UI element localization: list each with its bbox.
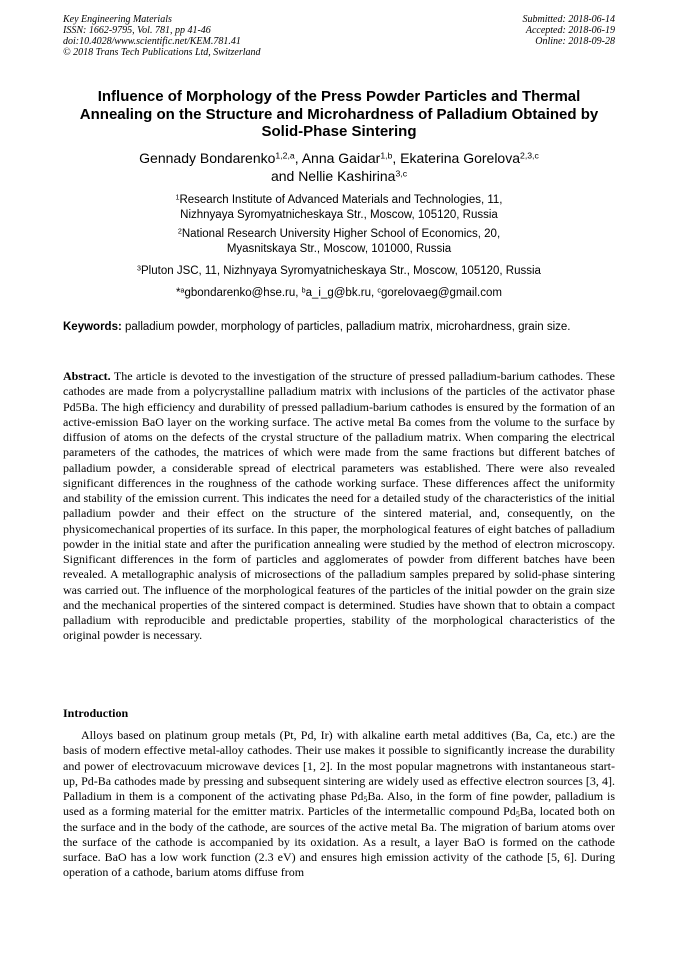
email-marker: c (377, 286, 381, 295)
journal-name: Key Engineering Materials (63, 14, 172, 25)
affiliation (63, 264, 615, 279)
email-marker: a (180, 286, 185, 295)
section-heading-introduction: Introduction (63, 706, 129, 720)
author-affiliation-marker: 2,3,c (520, 150, 539, 161)
affiliation (63, 227, 615, 256)
journal-copyright: © 2018 Trans Tech Publications Ltd, Switzerland (63, 47, 261, 58)
keywords-text: palladium powder, morphology of particles, palladium matrix, microhardness, grain size. (121, 321, 571, 333)
submission-dates (523, 14, 616, 47)
journal-doi: doi:10.4028/www.scientific.net/KEM.781.41 (63, 36, 241, 47)
affiliation-line: Nizhnyaya Syromyatnicheskaya Str., Moscow, 105120, Russia (180, 208, 498, 221)
abstract-text: The article is devoted to the investigation of the structure of pressed palladium-barium cathodes. These cathodes are made from a polycrystalline palladium matrix with inclusions of the particles of the activator phase Pd5Ba. The high efficiency and durability of pressed palladium-barium cathodes is ensured by the formation of an active-emission BaO layer on the working surface. The active metal Ba comes from the volume to the surface by diffusion of atoms on the defects of the crystal structure of the palladium matrix. When comparing the electrical parameters of the cathodes, the matrices of which were made from the same fractions but different batches of palladium powder, a considerable spread of electrical parameters was established. There were also revealed significant differences in the roughness of the cathode working surface. These differences affect the uniformity and stability of the emission current. This indicates the need for a detailed study of the characteristics of the initial palladium powder and their effect on the structure of the sintered material, and, consequently, on the physicomechanical properties of its surface. In this paper, the morphological features of eight batches of palladium powder in the initial state and after the purification annealing were studied by the method of electron microscopy. Significant differences in the form of particles and agglomerates of powder from different batches have been revealed. A metallographic analysis of microsections of the palladium samples prepared by solid-phase sintering was carried out. The influence of the morphological features of the particles of the initial powder on the grain size and the mechanical properties of the sintered compact is determined. Studies have shown that to obtain a compact palladium with reproducible and predictable properties, stability of the morphological characteristics of the original powder is necessary. (63, 369, 615, 643)
affiliation-line: Myasnitskaya Str., Moscow, 101000, Russia (226, 242, 452, 255)
email-list (63, 286, 615, 301)
affiliation (63, 193, 615, 222)
body-text: Ba, located both on the surface and in the body of the cathode, are sources of the active metal Ba. The migration of barium atoms over the surface of the cathode is accompanied by its oxidation. As a result, a layer BaO is formed on the cathode surface. BaO has a low work function (2.3 eV) and ensures high emission activity of the cathode [5, 6]. During operation of a cathode, barium atoms diffuse from (63, 804, 616, 880)
keywords-label: Keywords: (63, 321, 122, 333)
subscript: 5 (515, 810, 520, 820)
author-name: Ekaterina Gorelova (400, 150, 520, 166)
affiliation-line: Research Institute of Advanced Materials and Technologies, 11, (179, 194, 503, 206)
author-affiliation-marker: 1,b (380, 150, 393, 161)
abstract (63, 369, 615, 644)
online-date: Online: 2018-09-28 (535, 36, 615, 47)
journal-issn: ISSN: 1662-9795, Vol. 781, pp 41-46 (63, 25, 211, 36)
body-text: Ba. Also, in the form of fine powder, palladium is used as a forming material for the emitter matrix. Particles of the intermetallic compound Pd (63, 789, 616, 819)
affiliation-number: 1 (175, 193, 180, 202)
author-list: Gennady Bondarenko$^{1,2,a}$, Anna Gaidar$^{1,b}$, Ekaterina Gorelova$^{2,3,c}$ and Nellie Kashirina$^{3,c}$ (139, 150, 539, 184)
affiliation-line: Pluton JSC, 11, Nizhnyaya Syromyatnicheskaya Str., Moscow, 105120, Russia (141, 265, 541, 277)
email-marker: b (301, 286, 306, 295)
subscript: 5 (363, 795, 368, 805)
corresponding-marker: * (176, 287, 181, 299)
author-conjunction: and (270, 168, 299, 184)
email-link[interactable]: a_i_g@bk.ru (305, 287, 372, 299)
author-name: Nellie Kashirina (298, 168, 396, 184)
email-separator: , (371, 287, 378, 299)
author-affiliation-marker: 3,c (395, 168, 408, 179)
keywords (63, 320, 615, 335)
author-name: Gennady Bondarenko (139, 150, 276, 166)
author-affiliation-marker: 1,2,a (275, 150, 295, 161)
submitted-date: Submitted: 2018-06-14 (522, 14, 615, 25)
paper-title: Influence of Morphology of the Press Powder Particles and Thermal Annealing on the Structure and Microhardness of Palladium Obtained by Solid-Phase Sintering (79, 88, 599, 140)
body-text: Alloys based on platinum group metals (Pt, Pd, Ir) with alkaline earth metal additives (Ba, Ca, etc.) are the basis of modern effective metal-alloy cathodes. Their use makes it possible to significantly increase the durability and power of electrovacuum microwave devices [1, 2]. In the most popular magnetrons with instantaneous start-up, Pd-Ba cathodes made by pressing and subsequent sintering are widely used as effective electron sources [3, 4]. Palladium in them is a component of the activating phase Pd (63, 728, 615, 803)
author-name: Anna Gaidar (301, 150, 381, 166)
abstract-label: Abstract. (63, 369, 111, 383)
email-link[interactable]: gbondarenko@hse.ru (184, 287, 296, 299)
introduction-paragraph (63, 728, 615, 881)
affiliation-line: National Research University Higher School of Economics, 20, (181, 228, 501, 240)
journal-info (63, 14, 261, 58)
affiliation-number: 3 (137, 264, 142, 273)
email-link[interactable]: gorelovaeg@gmail.com (380, 287, 502, 299)
email-separator: , (295, 287, 302, 299)
accepted-date: Accepted: 2018-06-19 (525, 25, 615, 36)
affiliation-number: 2 (177, 227, 182, 236)
